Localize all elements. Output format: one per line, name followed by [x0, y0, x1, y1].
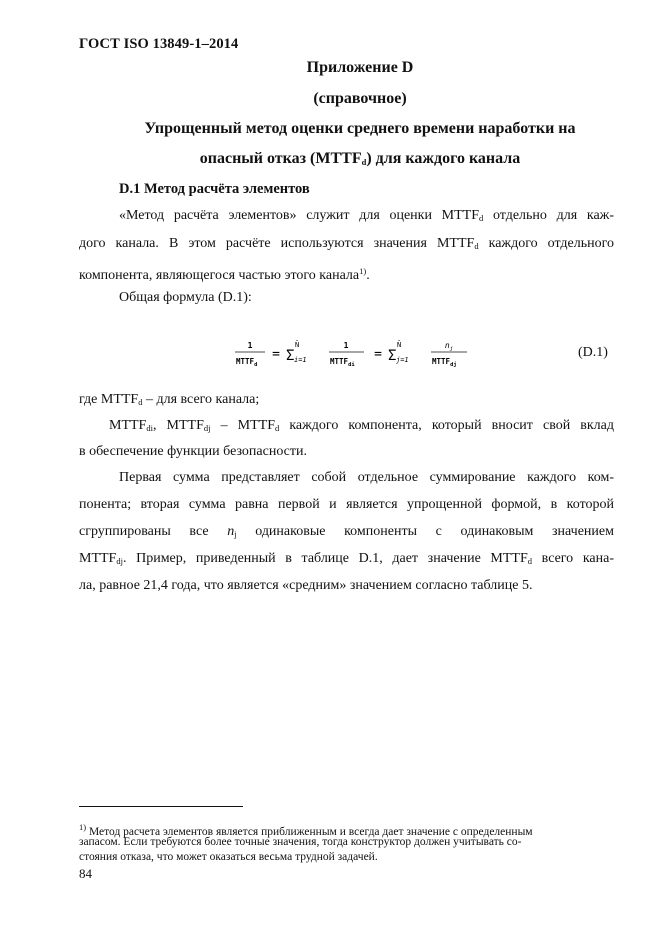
text-run: , MTTF — [152, 418, 204, 433]
para3-line5: ла, равное 21,4 года, что является «средним» значением согласно таблице 5. — [79, 578, 533, 593]
text-run: – для всего канала; — [142, 392, 260, 407]
subscript: d — [254, 362, 258, 368]
sigma-1-upper: Ñ — [295, 341, 300, 349]
nj-text: n — [444, 341, 450, 350]
text-run: отдельно для каж- — [483, 208, 614, 223]
para3-line4 — [79, 549, 614, 571]
heading-subscript: d — [361, 157, 367, 167]
equals-sign-1: = — [272, 347, 280, 362]
frac1-numerator: 1 — [247, 341, 253, 350]
text-run: каждого отдельного — [478, 236, 614, 251]
appendix-heading-line2 — [60, 150, 660, 168]
section-title: D.1 Метод расчёта элементов — [119, 181, 310, 197]
frac3-denominator — [432, 357, 457, 368]
text-run: где MTTF — [79, 392, 139, 407]
para3-line1: Первая сумма представляет собой отдельное суммирование каждого ком- — [119, 470, 614, 485]
footnote-ref: 1) — [359, 266, 367, 276]
para1-line1 — [119, 206, 614, 228]
text-run: «Метод расчёта элементов» служит для оценки MTTF — [119, 208, 479, 223]
text-run: . — [366, 268, 370, 283]
appendix-heading-line1: Упрощенный метод оценки среднего времени наработки на — [144, 120, 576, 137]
sigma-1: Σ — [286, 348, 295, 364]
text-run: одинаковые компоненты с одинаковым значением — [236, 524, 614, 539]
equals-sign-2: = — [374, 347, 382, 362]
subscript: d — [275, 423, 280, 433]
footnote-marker: 1) — [79, 822, 87, 832]
footnote-separator — [79, 806, 243, 807]
sigma-2-lower: j=1 — [396, 356, 409, 364]
para1-line3 — [79, 261, 614, 286]
text-run: всего кана- — [532, 551, 614, 566]
subscript: di — [348, 362, 355, 368]
para3-line3 — [79, 522, 614, 544]
text-run: . Пример, приведенный в таблице D.1, дает значение MTTF — [122, 551, 528, 566]
text-run: компонента, являющегося частью этого канала — [79, 268, 360, 283]
sigma-2: Σ — [388, 348, 397, 364]
text-run: MTTF — [109, 418, 147, 433]
text-run: каждого компонента, который вносит свой вклад — [279, 418, 615, 433]
subscript: d — [527, 556, 533, 566]
subscript: d — [474, 241, 479, 251]
formula-number: (D.1) — [578, 345, 608, 360]
where-line2 — [109, 416, 614, 438]
appendix-kind: (справочное) — [313, 90, 407, 107]
subscript: dj — [450, 362, 457, 368]
text-run: – MTTF — [210, 418, 275, 433]
text-run: Метод расчета элементов является приближенным и всегда дает значение с определенным — [86, 826, 533, 838]
frac3-numerator — [445, 341, 453, 352]
text-run: MTTF — [79, 551, 117, 566]
text-run: сгруппированы все — [79, 524, 228, 539]
para1-line2 — [79, 234, 614, 256]
heading-text: опасный отказ (MTTF — [199, 150, 362, 167]
sigma-2-upper: Ñ — [397, 341, 402, 349]
where-line3: в обеспечение функции безопасности. — [79, 444, 307, 459]
document-id: ГОСТ ISO 13849-1–2014 — [79, 36, 239, 52]
subscript: d — [479, 213, 484, 223]
subscript: dj — [116, 556, 123, 566]
mttf-text: MTTF — [330, 357, 349, 366]
heading-text: ) для каждого канала — [366, 150, 521, 167]
nj-italic: n — [227, 524, 235, 539]
para3-line2: понента; вторая сумма равна первой и является упрощенной формой, в которой — [79, 497, 614, 512]
para2-text: Общая формула (D.1): — [119, 290, 252, 305]
subscript: j — [234, 529, 237, 539]
where-line1 — [79, 390, 614, 412]
sigma-1-lower: i=1 — [294, 356, 307, 364]
mttf-text: MTTF — [432, 357, 451, 366]
page-number: 84 — [79, 866, 92, 881]
appendix-title: Приложение D — [306, 59, 414, 76]
subscript: di — [146, 423, 153, 433]
subscript: dj — [203, 423, 211, 433]
frac1-denominator — [236, 357, 257, 368]
subscript: j — [449, 346, 454, 352]
mttf-text: MTTF — [236, 357, 255, 366]
frac2-denominator — [330, 357, 355, 368]
footnote-line3: стояния отказа, что может оказаться весьма трудной задачей. — [79, 851, 378, 863]
text-run: дого канала. В этом расчёте используются значения MTTF — [79, 236, 475, 251]
frac2-numerator: 1 — [343, 341, 349, 350]
footnote-line2: запасом. Если требуются более точные значения, тогда конструктор должен учитывать со- — [79, 836, 522, 848]
subscript: d — [138, 397, 143, 407]
formula-d1 — [233, 337, 493, 373]
